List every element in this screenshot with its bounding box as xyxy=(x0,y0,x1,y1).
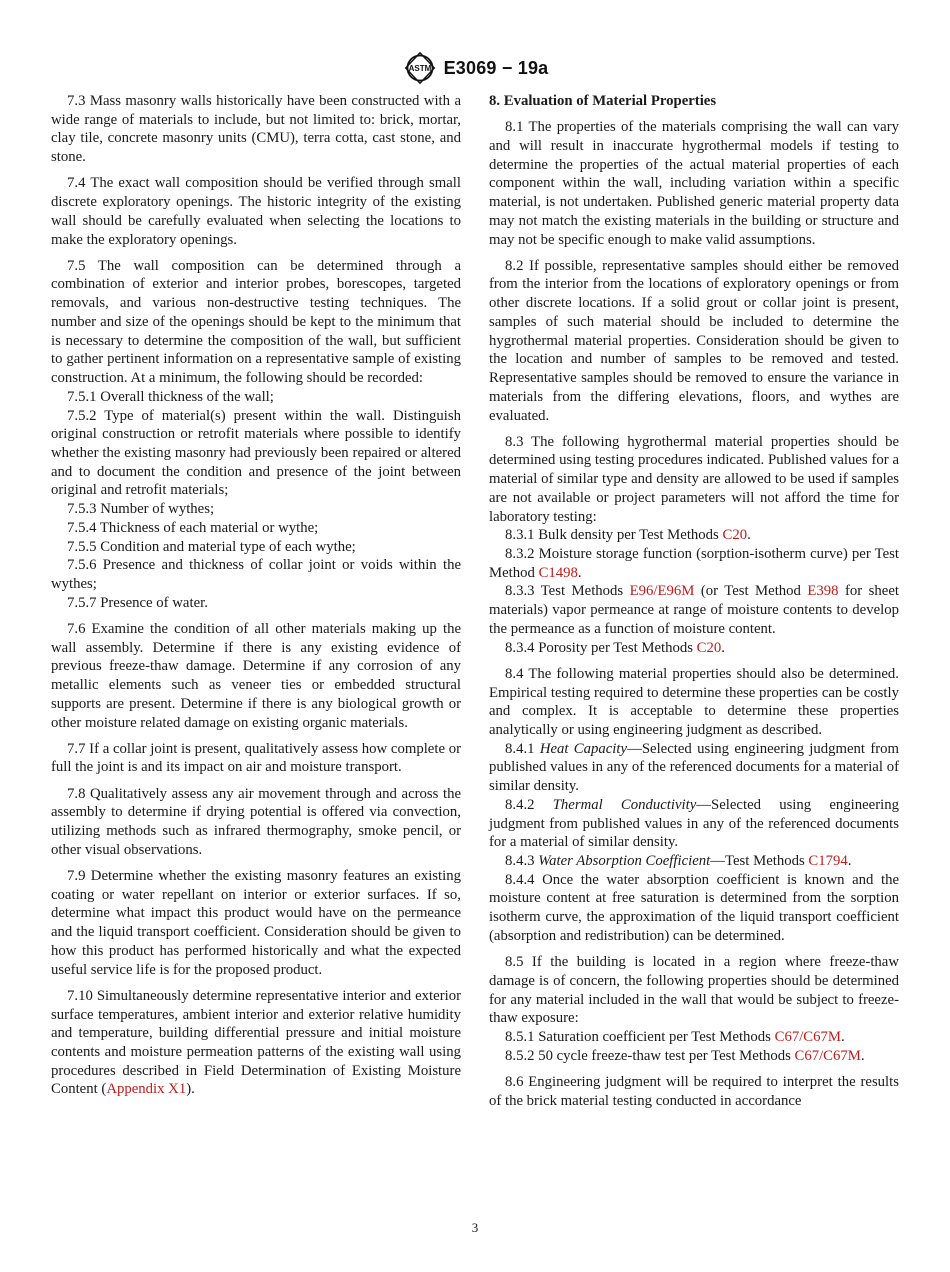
paragraph-8-4-1: 8.4.1 Heat Capacity—Selected using engineering judgment from published values in any of the referenced documents for a material of similar density. xyxy=(489,740,899,795)
c1498-link[interactable]: C1498 xyxy=(538,564,578,581)
svg-text:ASTM: ASTM xyxy=(408,64,431,74)
paragraph-7-5: 7.5 The wall composition can be determined through a combination of exterior and interior probes, borescopes, targeted removals, and various non-destructive testing techniques. The number and size of the openings should be kept to the minimum that is necessary to determine the composition of the wall, but sufficient to gather pertinent information on a representative sample of existing construction. At a minimum, the following should be recorded: xyxy=(51,257,461,387)
paragraph-7-10: 7.10 Simultaneously determine representative interior and exterior surface temperatures, ambient interior and exterior relative humidity and temperature, building differential pressure and initial moisture contents and moisture permeation patterns of the existing wall using procedures described in Field Determination of Existing Moisture Content (Appendix X1). xyxy=(51,987,461,1098)
paragraph-8-4-3: 8.4.3 Water Absorption Coefficient—Test Methods C1794. xyxy=(505,853,852,870)
c20-link[interactable]: C20 xyxy=(722,527,748,544)
paragraph-8-3-3: 8.3.3 Test Methods E96/E96M (or Test Method E398 for sheet materials) vapor permeance at range of moisture contents to develop the permeance as a function of moisture content. xyxy=(489,583,899,637)
paragraph-8-3-4: 8.3.4 Porosity per Test Methods C20. xyxy=(505,639,725,656)
paragraph-8-4: 8.4 The following material properties should also be determined. Empirical testing required to determine these properties can be costly and complex. It is acceptable to determine these properties analytically or using engineering judgment as described. xyxy=(489,665,899,738)
paragraph-7-7: 7.7 If a collar joint is present, qualitatively assess how complete or full the joint is and its impact on air and moisture transport. xyxy=(51,740,461,776)
document-id: E3069 − 19a xyxy=(443,57,549,78)
paragraph-8-1: 8.1 The properties of the materials comprising the wall can vary and will result in inaccurate hygrothermal models if testing to determine the properties of the actual material properties of each component within the wall, including variation within a specific material, is not undertaken. Published generic material property data may not match the existing materials in the building or structure and may not be specific enough to make valid assumptions. xyxy=(489,119,899,248)
paragraph-8-5-2: 8.5.2 50 cycle freeze-thaw test per Test Methods C67/C67M. xyxy=(505,1047,865,1064)
e96-link[interactable]: E96/E96M xyxy=(629,583,695,600)
paragraph-8-6: 8.6 Engineering judgment will be required to interpret the results of the brick material testing conducted in accordance xyxy=(489,1073,899,1109)
paragraph-8-4-2: 8.4.2 Thermal Conductivity—Selected using engineering judgment from published values in any of the referenced documents for a material of similar density. xyxy=(489,796,899,851)
paragraph-7-5-1: 7.5.1 Overall thickness of the wall; xyxy=(67,388,274,405)
paragraph-7-6: 7.6 Examine the condition of all other materials making up the wall assembly. Determine if there is any existing evidence of previous freeze-thaw damage. Determine if any corrosion of any metallic elements such as veneer ties or embedded structural supports are present. Determine if there is any biological growth or other moisture related damage on existing organic materials. xyxy=(51,620,461,731)
paragraph-7-5-3: 7.5.3 Number of wythes; xyxy=(67,501,215,518)
paragraph-8-2: 8.2 If possible, representative samples should either be removed from the interior from the locations of exploratory openings or from other discrete locations. If a solid grout or collar joint is present, samples of such material should be included to determine the hygrothermal material properties. Consideration should be given to the location and number of samples to be removed and tested. Representative samples should be removed to ensure the variance in materials from the differing elevations, floors, and wythes are evaluated. xyxy=(489,257,899,424)
section-8-heading: 8. Evaluation of Material Properties xyxy=(489,93,717,109)
paragraph-7-5-2: 7.5.2 Type of material(s) present within the wall. Distinguish original construction or retrofit materials where possible to identify whether the existing masonry had previously been repaired or altered and to document the condition and presence of the joint between original and retrofit materials; xyxy=(51,407,461,499)
c20-link-2[interactable]: C20 xyxy=(696,639,722,656)
paragraph-7-5-5: 7.5.5 Condition and material type of each wythe; xyxy=(67,538,356,555)
right-column xyxy=(489,92,899,1110)
appendix-x1-link[interactable]: Appendix X1 xyxy=(106,1081,187,1098)
astm-logo-icon xyxy=(402,51,438,85)
paragraph-7-8: 7.8 Qualitatively assess any air movement through and across the assembly to determine if drying potential is offered via convection, utilizing methods such as infrared thermography, smoke pencil, or other visual observations. xyxy=(51,785,461,858)
paragraph-7-3: 7.3 Mass masonry walls historically have been constructed with a wide range of materials to include, but not limited to: brick, mortar, clay tile, concrete masonry units (CMU), terra cotta, cast stone, and stone. xyxy=(51,93,461,166)
page-number: 3 xyxy=(471,1220,479,1235)
c67-link[interactable]: C67/C67M xyxy=(774,1029,841,1045)
paragraph-8-5: 8.5 If the building is located in a region where freeze-thaw damage is of concern, the following properties should be determined for any material included in the wall that would be subject to freeze-thaw exposure: xyxy=(489,954,899,1027)
e398-link[interactable]: E398 xyxy=(807,583,839,600)
paragraph-7-9: 7.9 Determine whether the existing masonry features an existing coating or water repellant on interior or exterior surfaces. If so, determine what impact this product would have on the permeance and the liquid transport coefficient. Consideration should be given to how this product has performed historically and what the expected useful service life is for the proposed product. xyxy=(51,868,461,978)
c67-link-2[interactable]: C67/C67M xyxy=(794,1047,861,1064)
paragraph-8-3-1: 8.3.1 Bulk density per Test Methods C20. xyxy=(505,527,751,544)
page-header xyxy=(0,50,950,86)
left-column xyxy=(51,92,461,1099)
paragraph-8-4-4: 8.4.4 Once the water absorption coefficient is known and the moisture content at free saturation is determined from the sorption isotherm curve, the approximation of the liquid transport coefficient (absorption and redistribution) can be determined. xyxy=(489,871,899,944)
paragraph-7-5-7: 7.5.7 Presence of water. xyxy=(67,594,208,611)
paragraph-7-5-6: 7.5.6 Presence and thickness of collar joint or voids within the wythes; xyxy=(51,557,461,592)
paragraph-7-4: 7.4 The exact wall composition should be verified through small discrete exploratory openings. The historic integrity of the existing wall should be carefully evaluated when selecting the locations to make the exploratory openings. xyxy=(51,175,461,248)
paragraph-8-3: 8.3 The following hygrothermal material properties should be determined using testing procedures indicated. Published values for a material of similar type and density are allowed to be used if samples are not available or project parameters will not afford the time for laboratory testing: xyxy=(489,433,899,525)
c1794-link[interactable]: C1794 xyxy=(808,853,848,870)
paragraph-8-5-1: 8.5.1 Saturation coefficient per Test Methods C67/C67M. xyxy=(505,1029,845,1045)
paragraph-8-3-2: 8.3.2 Moisture storage function (sorption-isotherm curve) per Test Method C1498. xyxy=(489,546,899,581)
paragraph-7-5-4: 7.5.4 Thickness of each material or wythe; xyxy=(67,519,319,536)
